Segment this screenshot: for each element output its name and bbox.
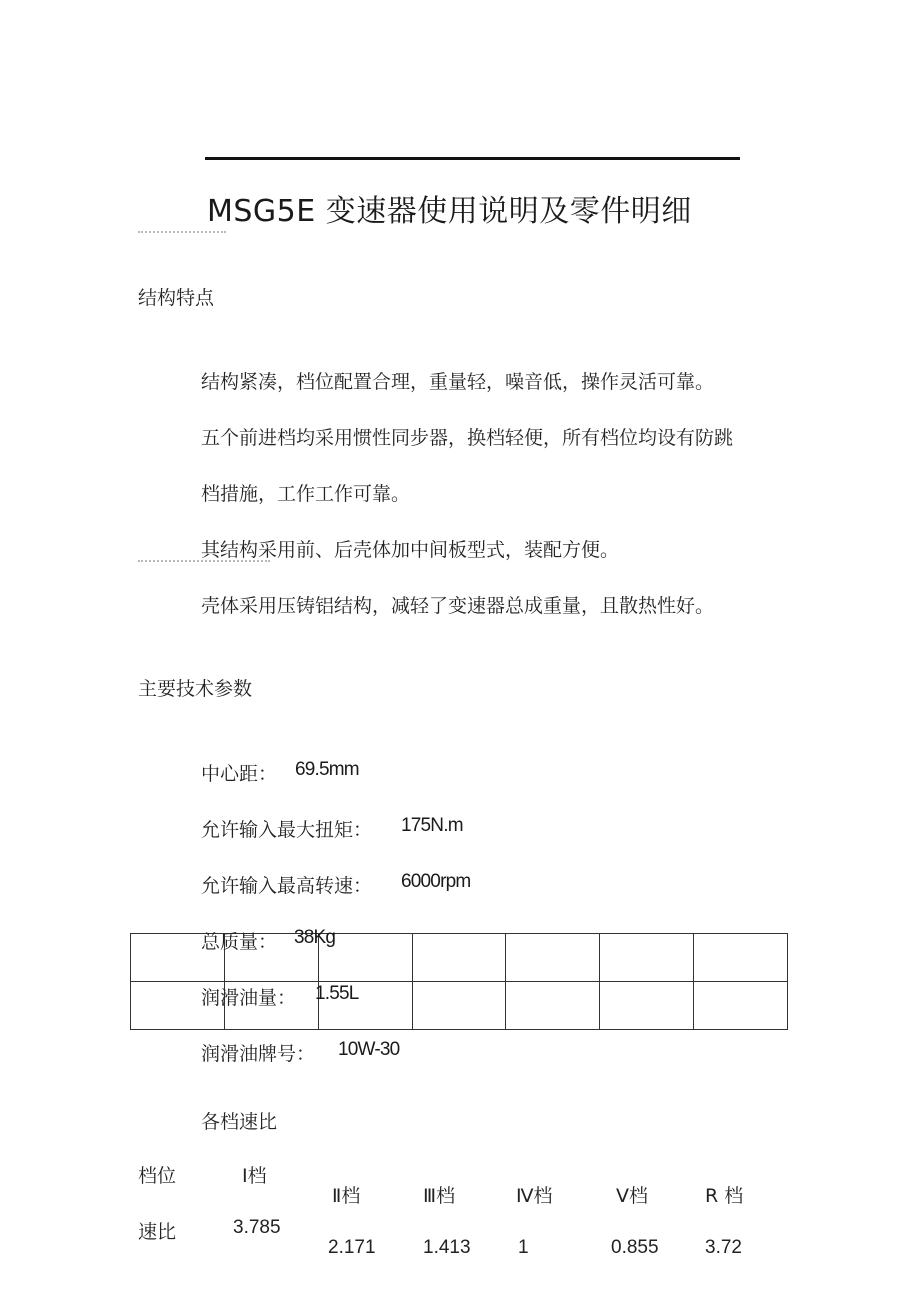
structure-line-2: 五个前进档均采用惯性同步器，换档轻便，所有档位均设有防跳 xyxy=(201,427,734,449)
top-rule xyxy=(205,157,740,160)
spec-label-max-speed: 允许输入最高转速： xyxy=(201,875,373,897)
gear-5-label: Ⅴ档 xyxy=(616,1185,648,1207)
spec-value-oil-grade: 10W-30 xyxy=(338,1039,400,1060)
spec-value-oil-volume: 1.55L xyxy=(315,983,359,1004)
structure-line-4: 其结构采用前、后壳体加中间板型式，装配方便。 xyxy=(201,539,620,561)
gear-r-label: R 档 xyxy=(705,1185,744,1207)
gear-3-ratio: 1.413 xyxy=(423,1237,471,1258)
spec-label-center-distance: 中心距： xyxy=(201,763,278,785)
structure-line-1: 结构紧凑，档位配置合理，重量轻，噪音低，操作灵活可靠。 xyxy=(201,371,715,393)
table-cell xyxy=(412,934,506,982)
gear-4-label: Ⅳ档 xyxy=(516,1185,553,1207)
section-heading-structure: 结构特点 xyxy=(138,287,215,309)
gear-4-ratio: 1 xyxy=(518,1237,529,1258)
document-title: MSG5E 变速器使用说明及零件明细 xyxy=(207,194,692,229)
structure-line-5: 壳体采用压铸铝结构，减轻了变速器总成重量，且散热性好。 xyxy=(201,595,715,617)
spec-value-total-mass: 38Kg xyxy=(294,927,336,948)
gear-1-ratio: 3.785 xyxy=(233,1217,281,1238)
spec-value-max-torque: 175N.m xyxy=(401,815,463,836)
structure-line-3: 档措施，工作工作可靠。 xyxy=(201,483,411,505)
table-cell xyxy=(600,982,694,1030)
gear-2-label: Ⅱ档 xyxy=(332,1185,361,1207)
spec-label-oil-volume: 润滑油量： xyxy=(201,987,297,1009)
table-cell xyxy=(412,982,506,1030)
gear-2-ratio: 2.171 xyxy=(328,1237,376,1258)
row-label-gear: 档位 xyxy=(138,1165,177,1187)
gear-1-label: Ⅰ档 xyxy=(242,1165,267,1187)
dotted-mark xyxy=(138,231,226,233)
spec-label-max-torque: 允许输入最大扭矩： xyxy=(201,819,373,841)
spec-value-max-speed: 6000rpm xyxy=(401,871,471,892)
spec-label-total-mass: 总质量： xyxy=(201,931,278,953)
table-cell xyxy=(600,934,694,982)
dotted-mark xyxy=(138,560,270,562)
spec-value-center-distance: 69.5mm xyxy=(295,759,359,780)
table-cell xyxy=(694,934,788,982)
table-cell xyxy=(694,982,788,1030)
gear-3-label: Ⅲ档 xyxy=(423,1185,456,1207)
row-label-ratio: 速比 xyxy=(138,1221,177,1243)
gear-5-ratio: 0.855 xyxy=(611,1237,659,1258)
spec-label-oil-grade: 润滑油牌号： xyxy=(201,1043,316,1065)
section-heading-ratios: 各档速比 xyxy=(201,1111,278,1133)
gear-r-ratio: 3.72 xyxy=(705,1237,742,1258)
section-heading-specs: 主要技术参数 xyxy=(138,678,253,700)
table-cell xyxy=(506,982,600,1030)
table-cell xyxy=(506,934,600,982)
